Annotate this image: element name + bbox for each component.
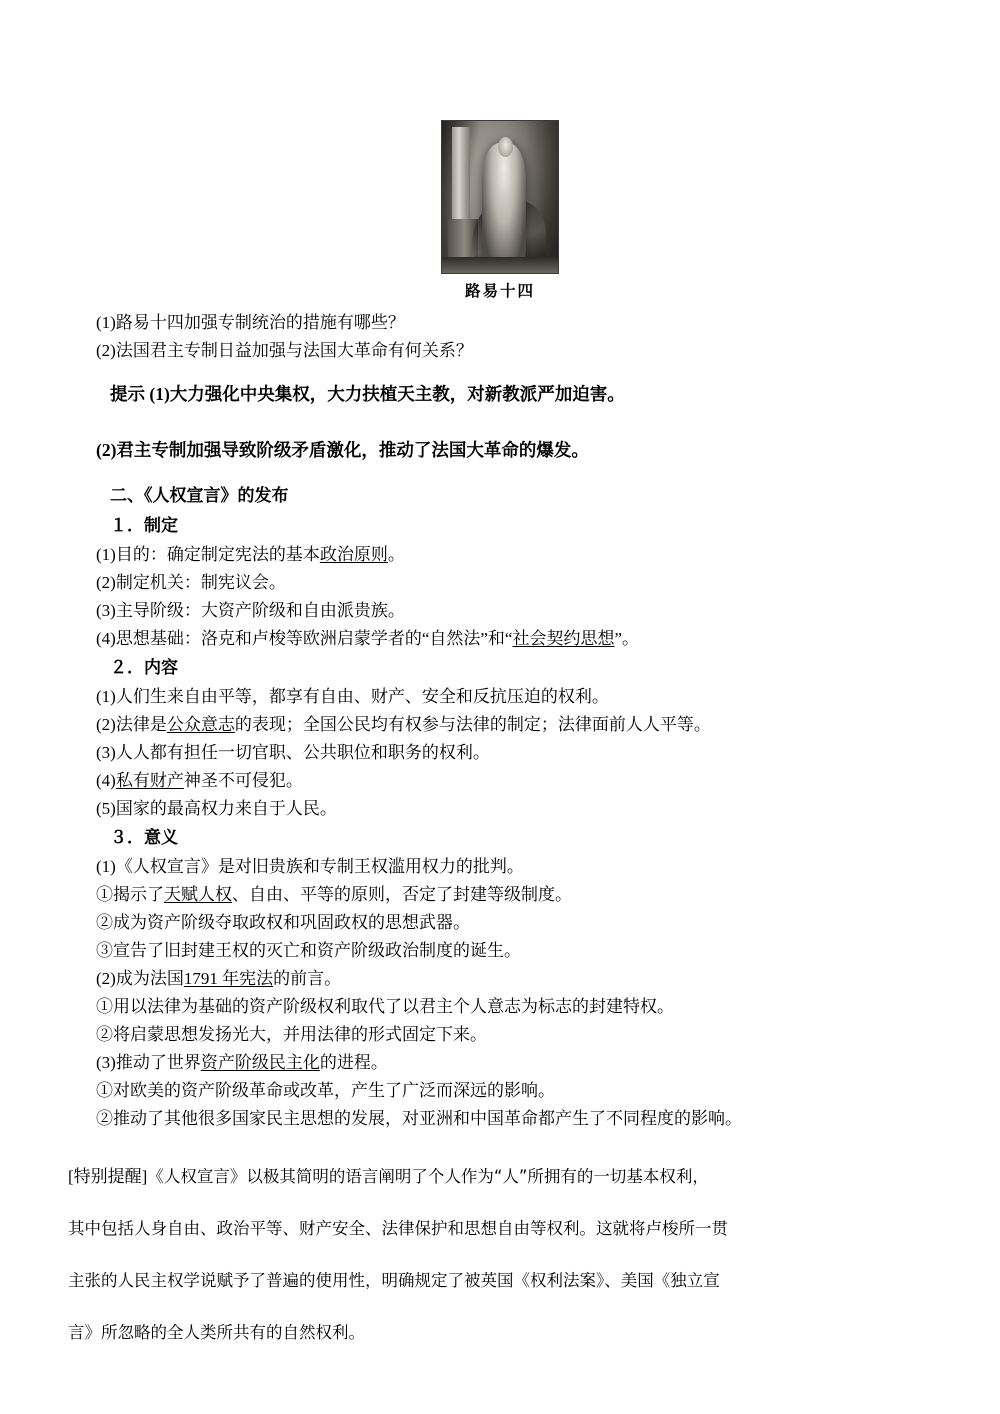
tip-line: 言》所忽略的全人类所共有的自然权利。 <box>68 1323 365 1342</box>
text-pre: ②成为资产阶级夺取政权和巩固政权的思想武器。 <box>96 913 470 932</box>
tip-line: 主张的人民主权学说赋予了普遍的使用性，明确规定了被英国《权利法案》、美国《独立宣 <box>68 1271 720 1290</box>
list-item <box>96 569 904 597</box>
tip-line <box>68 1151 904 1203</box>
list-item <box>96 711 904 739</box>
question-1: (1)路易十四加强专制统治的措施有哪些？ <box>96 313 405 332</box>
list-item <box>96 683 904 711</box>
list-item <box>96 739 904 767</box>
portrait-body <box>482 143 526 265</box>
text-pre: (2)成为法国 <box>96 969 184 988</box>
list-item <box>96 965 904 993</box>
tip-line: 其中包括人身自由、政治平等、财产安全、法律保护和思想自由等权利。这就将卢梭所一贯 <box>68 1219 728 1238</box>
text-pre: ②将启蒙思想发扬光大，并用法律的形式固定下来。 <box>96 1025 487 1044</box>
text-pre: ①用以法律为基础的资产阶级权利取代了以君主个人意志为标志的封建特权。 <box>96 997 674 1016</box>
text-pre: (4) <box>96 771 116 790</box>
portrait-floor <box>442 257 558 273</box>
list-item <box>96 993 904 1021</box>
portrait-column <box>452 127 470 219</box>
list-item <box>96 1105 904 1133</box>
hint-2: (2)君主专制加强导致阶级矛盾激化，推动了法国大革命的爆发。 <box>96 440 589 460</box>
underlined-term: 社会契约思想 <box>512 629 615 648</box>
list-item <box>96 795 904 823</box>
text-pre: (2)制定机关：制宪议会。 <box>96 573 286 592</box>
list-item <box>96 853 904 881</box>
group-heading-2: ２．内容 <box>110 658 178 677</box>
underlined-term: 私有财产 <box>115 771 184 790</box>
list-item <box>96 881 904 909</box>
list-item <box>96 1021 904 1049</box>
underlined-term: 天赋人权 <box>164 885 232 904</box>
text-post: 神圣不可侵犯。 <box>183 771 303 790</box>
text-pre: ①揭示了 <box>96 885 164 904</box>
tip-label: [特别提醒] <box>68 1167 148 1186</box>
list-item <box>96 909 904 937</box>
text-post: 的进程。 <box>319 1053 388 1072</box>
text-pre: (4)思想基础：洛克和卢梭等欧洲启蒙学者的“自然法”和“ <box>96 629 513 648</box>
section-title: 二、《人权宣言》的发布 <box>110 486 289 505</box>
list-item <box>96 597 904 625</box>
underlined-term: 资产阶级民主化 <box>200 1053 320 1072</box>
list-item <box>96 937 904 965</box>
text-post: 、自由、平等的原则，否定了封建等级制度。 <box>232 885 572 904</box>
text-pre: (5)国家的最高权力来自于人民。 <box>96 799 337 818</box>
question-2: (2)法国君主专制日益加强与法国大革命有何关系？ <box>96 341 473 360</box>
underlined-term: 政治原则 <box>319 545 388 564</box>
list-item <box>96 1077 904 1105</box>
underlined-term: 公众意志 <box>166 715 235 734</box>
hint-1: 提示 (1)大力强化中央集权，大力扶植天主教，对新教派严加迫害。 <box>110 384 625 404</box>
text-pre: ①对欧美的资产阶级革命或改革，产生了广泛而深远的影响。 <box>96 1081 555 1100</box>
text-pre: (1)人们生来自由平等，都享有自由、财产、安全和反抗压迫的权利。 <box>96 687 609 706</box>
text-post: ”。 <box>614 629 640 648</box>
text-pre: (1)目的：确定制定宪法的基本 <box>96 545 320 564</box>
text-pre: (1)《人权宣言》是对旧贵族和专制王权滥用权力的批判。 <box>96 857 524 876</box>
list-item <box>96 767 904 795</box>
portrait-louis-xiv-image <box>441 120 559 274</box>
text-post: 。 <box>387 545 405 564</box>
text-pre: (2)法律是 <box>96 715 167 734</box>
text-pre: ③宣告了旧封建王权的灭亡和资产阶级政治制度的诞生。 <box>96 941 521 960</box>
list-item <box>96 625 904 653</box>
list-item <box>96 541 904 569</box>
text-pre: ②推动了其他很多国家民主思想的发展，对亚洲和中国革命都产生了不同程度的影响。 <box>96 1109 742 1128</box>
text-pre: (3)推动了世界 <box>96 1053 201 1072</box>
text-pre: (3)主导阶级：大资产阶级和自由派贵族。 <box>96 601 405 620</box>
portrait-head <box>498 137 513 157</box>
text-post: 的前言。 <box>273 969 342 988</box>
figure-caption: 路易十四 <box>464 283 535 300</box>
list-item <box>96 1049 904 1077</box>
text-pre: (3)人人都有担任一切官职、公共职位和职务的权利。 <box>96 743 490 762</box>
group-heading-1: １．制定 <box>110 516 178 535</box>
group-heading-3: ３．意义 <box>110 828 178 847</box>
underlined-term: 1791 年宪法 <box>183 969 274 988</box>
special-reminder-block <box>68 1151 904 1359</box>
text-post: 的表现；全国公民均有权参与法律的制定；法律面前人人平等。 <box>234 715 711 734</box>
figure-block <box>96 120 904 301</box>
tip-text: 《人权宣言》以极其简明的语言阐明了个人作为“人”所拥有的一切基本权利， <box>147 1167 709 1186</box>
